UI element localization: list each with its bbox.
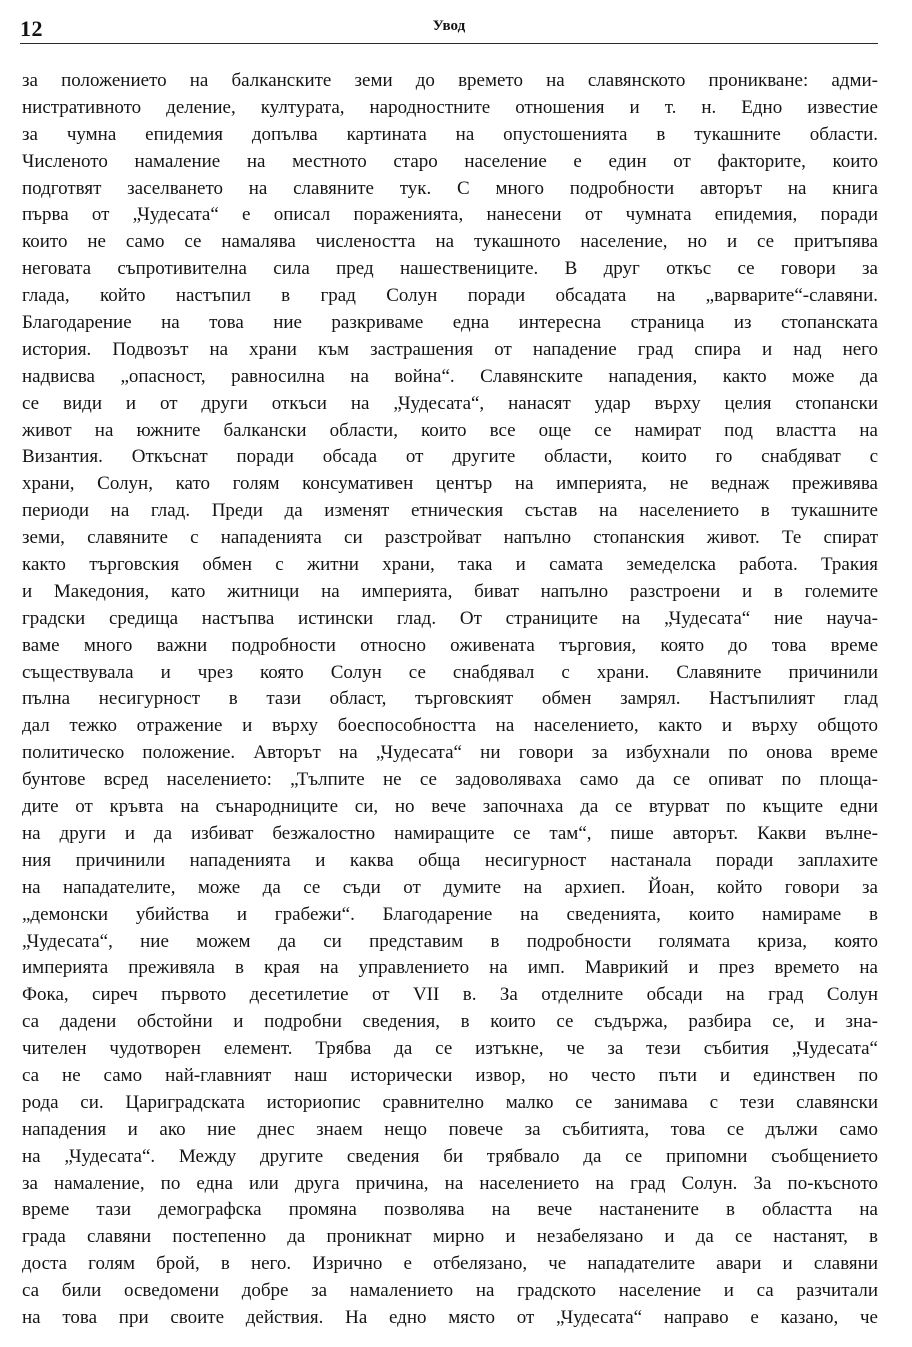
text-line: подготвят заселването на славяните тук. С много подробности авторът на книга [22, 177, 878, 199]
text-line: са били осведомени добре за намалението на градското население и са разчитали [22, 1280, 878, 1302]
text-line: империята преживяла в края на управлението на имп. Маврикий и през времето на [22, 957, 878, 979]
text-line: града славяни постепенно да проникнат мирно и незабелязано и да се настанят, в [22, 1226, 878, 1248]
text-line: дал тежко отражение и върху боеспособността на населението, както и върху общото [22, 715, 878, 737]
text-line: Численото намаление на местното старо население е един от факторите, които [22, 150, 878, 172]
text-line: дите от кръвта на сънародниците си, но вече започнаха да се втурват по къщите едни [22, 796, 878, 818]
text-line: пълна несигурност в тази област, търговският обмен замрял. Настъпилият глад [22, 688, 878, 710]
running-title: Увод [432, 18, 466, 34]
text-line: за положението на балканските земи до времето на славянското проникване: адми- [22, 70, 878, 91]
text-line: се види и от други откъси на „Чудесата“, нанасят удар върху целия стопански [22, 392, 878, 414]
text-line: и Македония, като житници на империята, биват напълно разстроени и в големите [22, 580, 878, 602]
text-line: са дадени обстойни и подробни сведения, в които се съдържа, разбира се, и зна- [22, 1011, 878, 1033]
text-line: „Чудесата“, ние можем да си представим в подробности голямата криза, която [22, 930, 878, 952]
text-line: време тази демографска промяна позволява на вече настанените в областта на [22, 1199, 878, 1221]
text-line: рода си. Цариградската историопис сравнително малко се занимава с тези славянски [22, 1091, 878, 1113]
text-line: първа от „Чудесата“ е описал пораженията, нанесени от чумната епидемия, поради [22, 204, 878, 226]
text-line: съществувала и чрез която Солун се снабдявал с храни. Славяните причинили [22, 661, 878, 683]
text-line: на нападателите, може да се съди от думите на архиеп. Йоан, който говори за [22, 876, 878, 898]
text-line: бунтове всред населението: „Тълпите не се задоволяваха само да се опиват по площа- [22, 769, 878, 791]
text-line: история. Подвозът на храни към застрашения от нападение град спира и над него [22, 338, 878, 360]
text-line: за чумна епидемия допълва картината на опустошенията в тукашните области. [22, 123, 878, 145]
text-line: за намаление, по една или друга причина, на населението на град Солун. За по-късното [22, 1172, 878, 1194]
text-line: ваме много важни подробности относно оживената търговия, която до това време [22, 634, 878, 656]
text-line: „демонски убийства и грабежи“. Благодарение на сведенията, които намираме в [22, 903, 878, 925]
text-line: глада, който настъпил в град Солун поради обсадата на „варварите“-славяни. [22, 285, 878, 307]
text-line: Благодарение на това ние разкриваме една интересна страница из стопанската [22, 312, 878, 334]
text-line: които не само се намалява числеността на тукашното население, но и се притъпява [22, 231, 878, 253]
header-rule [20, 43, 878, 44]
text-line: както търговския обмен с житни храни, така и самата земеделска работа. Тракия [22, 554, 878, 576]
text-line: надвисва „опасност, равносилна на война“. Славянските нападения, както може да [22, 365, 878, 387]
text-line: Фока, сиреч първото десетилетие от VII в. За отделните обсади на град Солун [22, 984, 878, 1006]
text-line: политическо положение. Авторът на „Чудесата“ ни говори за избухнали по онова време [22, 742, 878, 764]
text-line: нистративното деление, културата, народностните отношения и т. н. Едно известие [22, 96, 878, 118]
text-line: чителен чудотворен елемент. Трябва да се изтъкне, че за тези събития „Чудесата“ [22, 1038, 878, 1060]
page-number: 12 [20, 16, 43, 41]
text-line: ния причинили нападенията и каква обща несигурност настанала поради заплахите [22, 849, 878, 871]
text-line: живот на южните балкански области, които все още се намират под властта на [22, 419, 878, 441]
text-line: периоди на глад. Преди да изменят етническия състав на населението в тукашните [22, 500, 878, 522]
body-text [22, 68, 878, 1332]
page-header [20, 14, 878, 44]
text-line: на други и да избиват безжалостно намиращите се там“, пише авторът. Какви вълне- [22, 822, 878, 844]
text-line: неговата съпротивителна сила пред нашествениците. В друг откъс се говори за [22, 258, 878, 280]
text-line: храни, Солун, като голям консумативен център на империята, не веднаж преживява [22, 473, 878, 495]
text-line: Византия. Откъснат поради обсада от другите области, които го снабдяват с [22, 446, 878, 468]
text-line: нападения и ако ние днес знаем нещо повече за събитията, това се дължи само [22, 1118, 878, 1140]
text-line: на „Чудесата“. Между другите сведения би трябвало да се припомни съобщението [22, 1145, 878, 1167]
text-line: са не само най-главният наш исторически извор, но често пъти и единствен по [22, 1064, 878, 1086]
text-line: земи, славяните с нападенията си разстройват напълно стопанския живот. Те спират [22, 527, 878, 549]
text-line: доста голям брой, в него. Изрично е отбелязано, че нападателите авари и славяни [22, 1253, 878, 1275]
text-line: на това при своите действия. На едно място от „Чудесата“ направо е казано, че [22, 1306, 878, 1328]
text-line: градски средища настъпва истински глад. От страниците на „Чудесата“ ние научa- [22, 607, 878, 629]
